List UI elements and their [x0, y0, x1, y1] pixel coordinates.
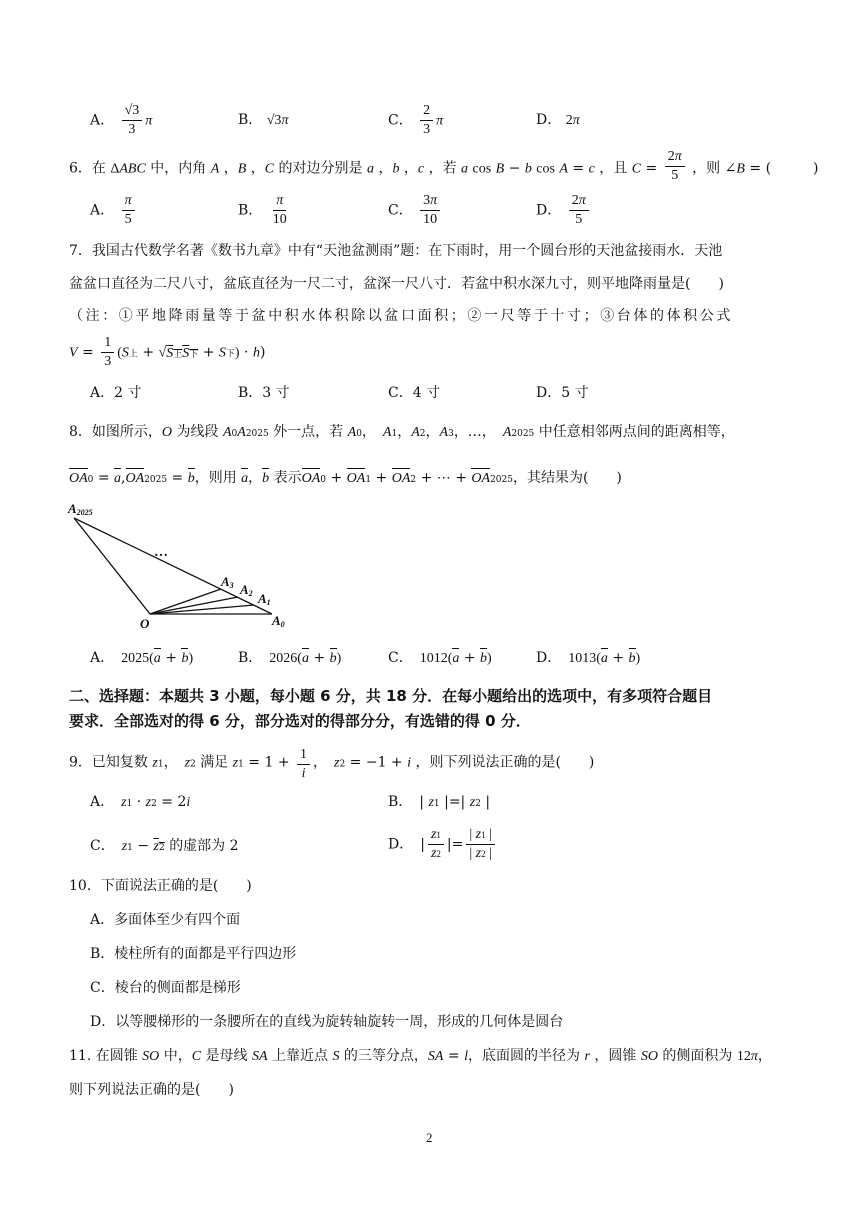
q10-option-d: D．以等腰梯形的一条腰所在的直线为旋转轴旋转一周，形成的几何体是圆台 [90, 1014, 564, 1030]
q8-option-b: B． 2026(a + b) [238, 648, 341, 669]
q10-stem: 10．下面说法正确的是( ) [69, 878, 252, 894]
segment-o-a2 [150, 597, 238, 614]
label-o: O [140, 616, 150, 631]
q5-option-b: B． √3π [238, 112, 289, 128]
label-a3: A3 [221, 574, 234, 590]
q11-line-1: 11. 在圆锥 SO 中，C 是母线 SA 上靠近点 S 的三等分点，SA = l，底面圆的半径为 r ，圆锥 SO 的侧面积为 12π， [69, 1048, 772, 1064]
section-2-heading-line-1: 二、选择题：本题共 3 小题，每小题 6 分，共 18 分．在每小题给出的选项中，有多项符合题目 [69, 687, 713, 705]
q5-option-a: A． $\frac{√3}{3}$ π [90, 103, 153, 137]
q9-option-a: A． z1 · z2 = 2i [90, 794, 191, 810]
q5-option-d: D． 2π [536, 112, 580, 128]
q7-option-b: B．3 寸 [238, 385, 290, 401]
q6-option-b: B． $\frac{\pi}{10}$ [238, 193, 287, 227]
fraction: $\frac{√3}{3}$ [122, 104, 143, 137]
q7-line-1: 7．我国古代数学名著《数书九章》中有“天池盆测雨”题：在下雨时，用一个圆台形的天池盆接雨水．天池 [69, 243, 723, 259]
q7-option-a: A．2 寸 [90, 385, 142, 401]
q9-option-d: D． | $\frac{z1}{z2}$ |= $\frac{| z1 |}{| z2 |}$ [388, 828, 498, 861]
q6-option-d: D． $\frac{2\pi}{5}$ [536, 194, 592, 227]
q7-line-2: 盆盆口直径为二尺八寸，盆底直径为一尺二寸，盆深一尺八寸．若盆中积水深九寸，则平地降雨量是( ) [69, 276, 724, 292]
q10-option-b: B．棱柱所有的面都是平行四边形 [90, 946, 297, 962]
q8-line-1: 8．如图所示，O 为线段 A0A2025 外一点，若 A0， A1，A2，A3，…， A2025 中任意相邻两点间的距离相等， [69, 424, 735, 440]
q7-option-c: C．4 寸 [388, 385, 441, 401]
q5-option-c: C． $\frac{2}{3}$ π [388, 103, 444, 137]
q9-option-c: C． z1 − z2 的虚部为 2 [90, 838, 239, 854]
q8-option-a: A． 2025(a + b) [90, 648, 193, 669]
q7-option-d: D．5 寸 [536, 385, 589, 401]
q6-option-a: A． $\frac{\pi}{5}$ [90, 194, 138, 227]
q7-line-3: （注：①平地降雨量等于盆中积水体积除以盆口面积；②一尺等于十寸；③台体的体积公式 [69, 308, 733, 324]
label-a0: A0 [272, 613, 285, 629]
option-label: A． [90, 112, 115, 129]
q8-figure [64, 500, 304, 640]
q10-option-a: A．多面体至少有四个面 [90, 912, 241, 928]
q7-formula: V = $\frac{1}{3}$ (S上 + √S上S下 + S下) · h) [69, 335, 266, 369]
q11-line-2: 则下列说法正确的是( ) [69, 1082, 234, 1098]
segment-o-a3 [150, 589, 221, 614]
label-a2025: A2025 [68, 501, 93, 517]
q9-option-b: B． | z1 |=| z2 | [388, 794, 491, 810]
q6-stem: 6．在 ΔABC 中，内角 A ，B ，C 的对边分别是 a ，b ，c ，若 a cos B − b cos A = c ，且 C = $\frac{2\pi}{5}$ ，则 ∠B = ( ) [69, 149, 819, 183]
segment-a2025-a0 [74, 518, 272, 614]
segment-o-a1 [150, 605, 254, 614]
q9-stem: 9．已知复数 z1， z2 满足 z1 = 1 + $\frac{1}{i}$ ， z2 = −1 + i ，则下列说法正确的是( ) [69, 747, 595, 781]
q8-option-d: D． 1013(a + b) [536, 648, 640, 669]
segment-o-a2025 [74, 518, 150, 614]
q8-line-2: OA0 = a,OA2025 = b，则用 a，b 表示OA0 + OA1 + OA2 + ⋯ + OA2025，其结果为( ) [69, 468, 622, 490]
section-2-heading-line-2: 要求．全部选对的得 6 分，部分选对的得部分分，有选错的得 0 分． [69, 712, 531, 730]
q8-option-c: C． 1012(a + b) [388, 648, 492, 669]
q10-option-c: C．棱台的侧面都是梯形 [90, 980, 241, 996]
label-a1: A1 [258, 591, 271, 607]
label-a2: A2 [240, 582, 253, 598]
q6-option-c: C． $\frac{3\pi}{10}$ [388, 194, 443, 227]
page-number: 2 [426, 1130, 433, 1145]
label-dots: … [154, 545, 168, 560]
